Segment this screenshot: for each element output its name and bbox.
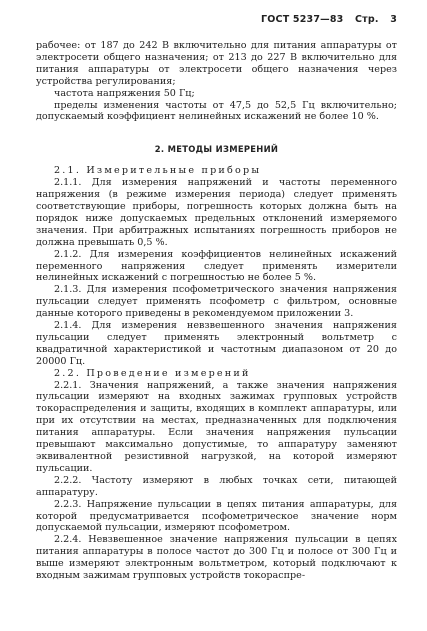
paragraph-frequency-limits: пределы изменения частоты от 47,5 до 52,5 Гц включительно; допускаемый коэффициент нелинейных искажений не более 10 %. bbox=[36, 99, 397, 123]
clause-2-1-3: 2.1.3. Для измерения псофометрического значения напряжения пульсации следует применять псофометр с фильтром, основные данные которого приведены в рекомендуемом приложении 3. bbox=[36, 284, 397, 320]
paragraph-voltage-range: рабочее: от 187 до 242 В включительно для питания аппаратуры от электросети общего назначения; от 213 до 227 В включительно для питания аппаратуры от электросети общего назначения через устройства регулирования; bbox=[36, 40, 397, 87]
clause-2-1-1: 2.1.1. Для измерения напряжений и частоты переменного напряжения (в режиме измерения периода) следует применять соответствующие приборы, погрешность которых должна быть на порядок ниже допускаемых предельных отклонений измеряемого значения. При арбитражных испытаниях погрешность приборов не должна превышать 0,5 %. bbox=[36, 177, 397, 248]
section-title: 2. МЕТОДЫ ИЗМЕРЕНИЙ bbox=[154, 144, 279, 155]
standard-number: ГОСТ 5237—83 bbox=[261, 14, 344, 25]
document-body bbox=[36, 40, 397, 582]
paragraph-frequency: частота напряжения 50 Гц; bbox=[54, 87, 195, 99]
subsection-heading-instruments: 2.1. Измерительные приборы bbox=[54, 165, 262, 177]
clause-2-2-4: 2.2.4. Невзвешенное значение напряжения пульсации в цепях питания аппаратуры в полосе частот до 300 Гц и полосе от 300 Гц и выше измеряют электронным вольтметром, который подключают к входным зажимам групповых устройств токораспре- bbox=[36, 534, 397, 582]
subsection-heading-measurements: 2.2. Проведение измерений bbox=[54, 367, 251, 379]
clause-2-2-1: 2.2.1. Значения напряжений, а также значения напряжения пульсации измеряют на входных зажимах групповых устройств токораспределения и защиты, входящих в комплект аппаратуры, или при их отсутствии на местах, предназначенных для подключения питания аппаратуры. Если значения напряжения пульсации превышают максимально допустимые, то аппаратуру заменяют эквивалентной резистивной нагрузкой, на которой измеряют пульсации. bbox=[36, 379, 397, 474]
page-number: 3 bbox=[390, 14, 397, 25]
clause-2-1-4: 2.1.4. Для измерения невзвешенного значения напряжения пульсации следует применять электронный вольтметр с квадратичной характеристикой и частотным диапазоном от 20 до 20000 Гц. bbox=[36, 320, 397, 367]
page-header bbox=[40, 14, 397, 25]
clause-2-1-2: 2.1.2. Для измерения коэффициентов нелинейных искажений переменного напряжения следует применять измерители нелинейных искажений с погрешностью не более 5 %. bbox=[36, 248, 397, 284]
clause-2-2-2: 2.2.2. Частоту измеряют в любых точках сети, питающей аппаратуру. bbox=[36, 474, 397, 498]
clause-2-2-3: 2.2.3. Напряжение пульсации в цепях питания аппаратуры, для которой предусматривается псофометрическое значение норм допускаемой пульсации, измеряют псофометром. bbox=[36, 498, 397, 534]
page-label: Стр. bbox=[354, 14, 379, 25]
